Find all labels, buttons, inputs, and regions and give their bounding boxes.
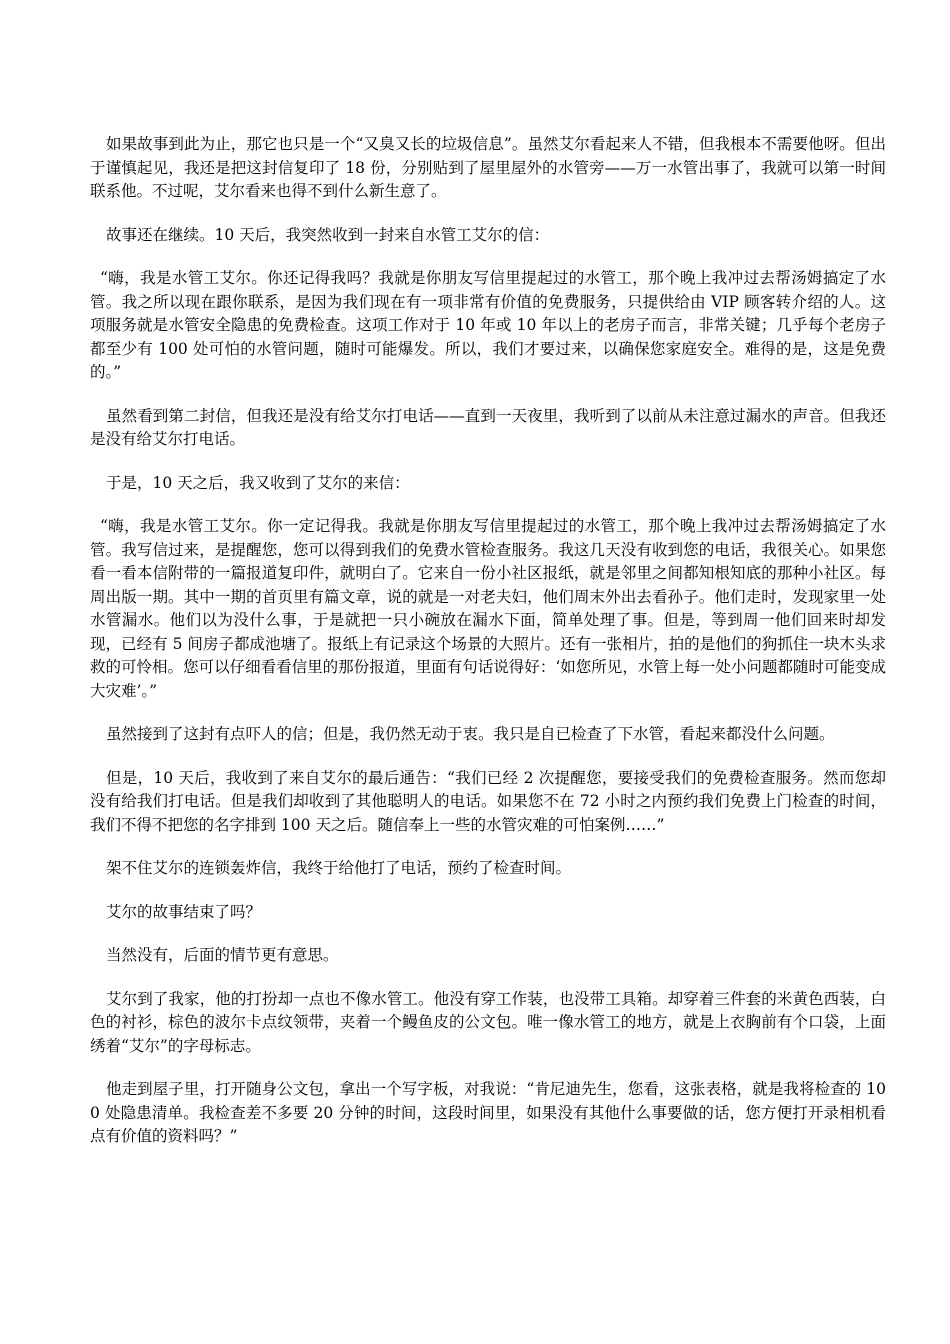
paragraph: 故事还在继续。10 天后，我突然收到一封来自水管工艾尔的信：	[106, 225, 550, 244]
paragraph: 艾尔到了我家，他的打扮却一点也不像水管工。他没有穿工作装，也没带工具箱。却穿着三件套的米黄色西装，白色的衬衫，棕色的波尔卡点纹领带，夹着一个鳗鱼皮的公文包。唯一像水管工的地方，就是上衣胸前有个口袋，上面绣着“艾尔”的字母标志。	[90, 989, 886, 1055]
quoted-letter-paragraph: “嗨，我是水管工艾尔。你还记得我吗？我就是你朋友写信里提起过的水管工，那个晚上我冲过去帮汤姆搞定了水管。我之所以现在跟你联系，是因为我们现在有一项非常有价值的免费服务，只提供给由 VIP 顾客转介绍的人。这项服务就是水管安全隐患的免费检查。这项工作对于 10 年或 10 年以上的老房子而言，非常关键；几乎每个老房子都至少有 100 处可怕的水管问题，随时可能爆发。所以，我们才要过来，以确保您家庭安全。难得的是，这是免费的。”	[90, 269, 886, 381]
paragraph: 他走到屋子里，打开随身公文包，拿出一个写字板，对我说：“肯尼迪先生，您看，这张表格，就是我将检查的 100 处隐患清单。我检查差不多要 20 分钟的时间，这段时间里，如果没有其他什么事要做的话，您方便打开录相机看点有价值的资料吗？”	[90, 1080, 886, 1145]
paragraph: 架不住艾尔的连锁轰炸信，我终于给他打了电话，预约了检查时间。	[106, 859, 572, 877]
quoted-letter-paragraph: “嗨，我是水管工艾尔。你一定记得我。我就是你朋友写信里提起过的水管工，那个晚上我冲过去帮汤姆搞定了水管。我写信过来，是提醒您，您可以得到我们的免费水管检查服务。我这几天没有收到您的电话，我很关心。如果您看一看本信附带的一篇报道复印件，就明白了。它来自一份小社区报纸，就是邻里之间都知根知底的那种小社区。每周出版一期。其中一期的首页里有篇文章，说的就是一对老夫妇，他们周末外出去看孙子。他们走时，发现家里一处水管漏水。他们以为没什么事，于是就把一只小碗放在漏水下面，简单处理了事。但是，等到周一他们回来时却发现，已经有 5 间房子都成池塘了。报纸上有记录这个场景的大照片。还有一张相片，拍的是他们的狗抓住一块木头求救的可怜相。您可以仔细看看信里的那份报道，里面有句话说得好：‘如您所见，水管上每一处小问题都随时可能变成大灾难’。”	[90, 517, 886, 700]
paragraph: 于是，10 天之后，我又收到了艾尔的来信：	[106, 473, 410, 492]
document-page	[90, 133, 886, 1169]
paragraph: 如果故事到此为止，那它也只是一个“又臭又长的垃圾信息”。虽然艾尔看起来人不错，但我根本不需要他呀。但出于谨慎起见，我还是把这封信复印了 18 份，分别贴到了屋里屋外的水管旁——万一水管出事了，我就可以第一时间联系他。不过呢，艾尔看来也得不到什么新生意了。	[90, 135, 886, 200]
paragraph: 虽然看到第二封信，但我还是没有给艾尔打电话——直到一天夜里，我听到了以前从未注意过漏水的声音。但我还是没有给艾尔打电话。	[90, 406, 886, 448]
paragraph: 但是，10 天后，我收到了来自艾尔的最后通告：“我们已经 2 次提醒您，要接受我们的免费检查服务。然而您却没有给我们打电话。但是我们却收到了其他聪明人的电话。如果您不在 72 小时之内预约我们免费上门检查的时间，我们不得不把您的名字排到 100 天之后。随信奉上一些的水管灾难的可怕案例……”	[90, 768, 886, 834]
paragraph: 当然没有，后面的情节更有意思。	[106, 946, 339, 964]
paragraph: 艾尔的故事结束了吗？	[106, 902, 262, 921]
paragraph: 虽然接到了这封有点吓人的信；但是，我仍然无动于衷。我只是自已检查了下水管，看起来都没什么问题。	[106, 725, 835, 743]
